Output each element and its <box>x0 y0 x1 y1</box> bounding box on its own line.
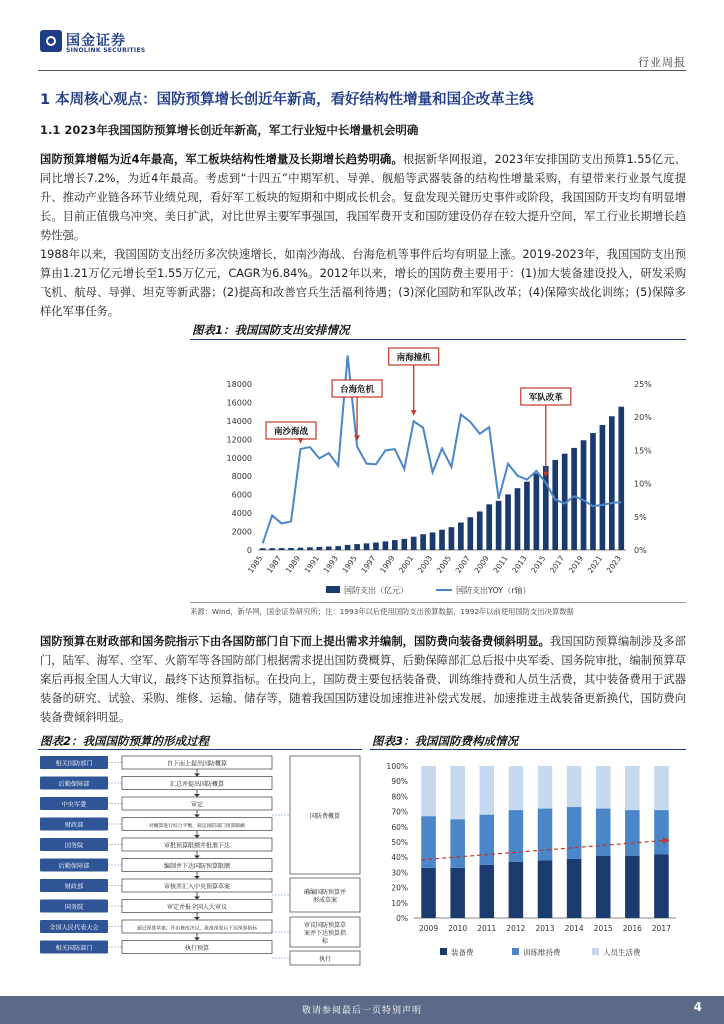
stack-人员生活费-2013 <box>538 766 553 809</box>
stack-人员生活费-2017 <box>654 766 669 810</box>
stack-装备费-2014 <box>567 859 582 918</box>
bar-1985 <box>260 548 266 550</box>
bar-2008 <box>477 511 483 550</box>
dept-label: 全国人民代表大会 <box>49 924 99 932</box>
legend-label-line: 国防支出YOY（r轴） <box>456 586 531 595</box>
dept-label: 后勤保障部 <box>58 863 90 870</box>
bar-2020 <box>590 433 596 550</box>
stack-人员生活费-2012 <box>509 766 524 810</box>
stack-装备费-2016 <box>625 856 640 918</box>
x-tick-label: 1999 <box>378 553 397 575</box>
flow-arrowhead <box>194 835 200 838</box>
y-tick-label: 50% <box>391 838 408 847</box>
right-tick-label: 20% <box>634 413 652 423</box>
bar-2003 <box>430 532 436 550</box>
bar-2019 <box>581 440 587 550</box>
x-tick-label: 1991 <box>302 553 321 575</box>
bar-2015 <box>543 466 549 550</box>
x-tick-label: 2010 <box>448 924 468 933</box>
y-tick-label: 60% <box>391 822 408 832</box>
bar-1996 <box>364 543 370 550</box>
annotation-label: 南海撞机 <box>396 353 431 363</box>
step-label: 执行预算 <box>184 944 210 952</box>
bar-2002 <box>420 534 426 550</box>
annotation-label: 军队改革 <box>528 393 563 403</box>
right-tick-label: 25% <box>634 380 652 389</box>
legend-swatch <box>440 948 447 955</box>
stack-人员生活费-2014 <box>567 766 582 807</box>
bar-2023 <box>618 407 624 550</box>
stack-训练维持费-2014 <box>567 807 582 859</box>
dept-label: 财政部 <box>64 883 84 891</box>
dept-label: 后勤保障部 <box>58 781 90 788</box>
flow-arrowhead <box>194 774 200 777</box>
dept-label: 相关国防部门 <box>55 945 93 952</box>
page-header <box>0 0 724 72</box>
phase-label: 形成草案 <box>312 897 338 904</box>
x-tick-label: 1985 <box>246 553 265 575</box>
y-tick-label: 30% <box>391 868 408 878</box>
figure-2-title: 图表2：我国国防预算的形成过程 <box>40 734 209 748</box>
stack-人员生活费-2015 <box>596 766 611 809</box>
y-tick-label: 40% <box>391 853 408 863</box>
bar-2004 <box>439 530 445 550</box>
phase-label: 确编国防预算并 <box>303 889 347 896</box>
phase-label: 审议国防预算草 <box>303 922 347 929</box>
phase-label: 案并下达预算指 <box>303 930 347 937</box>
flow-arrowhead <box>194 876 200 879</box>
x-tick-label: 2003 <box>415 553 435 575</box>
phase-label: 标 <box>321 938 329 945</box>
bar-1995 <box>354 544 360 550</box>
legend-label: 装备费 <box>451 948 474 957</box>
figure-1-source: 来源：Wind，新华网，国金证券研究所；注：1993年以后使用国防支出预算数据，1992年以前使用国防支出决算数据 <box>190 607 574 616</box>
left-tick-label: 0 <box>246 546 252 555</box>
stack-装备费-2010 <box>450 868 465 918</box>
step-label: 汇总并提出国防概算 <box>169 780 225 788</box>
bar-1994 <box>345 545 351 550</box>
stack-训练维持费-2015 <box>596 809 611 856</box>
bar-2010 <box>496 501 502 550</box>
x-tick-label: 2017 <box>651 924 671 933</box>
left-tick-label: 16000 <box>226 398 252 408</box>
flow-arrowhead <box>194 815 200 818</box>
phase-label: 国防费概算 <box>309 813 341 820</box>
x-tick-label: 2011 <box>491 553 510 575</box>
figure-1-rule <box>190 339 686 340</box>
stack-装备费-2012 <box>509 862 524 918</box>
bar-2007 <box>467 517 473 550</box>
flow-arrowhead <box>194 794 200 797</box>
left-tick-label: 12000 <box>226 435 252 445</box>
y-tick-label: 90% <box>391 777 408 787</box>
paragraph-1 <box>40 150 686 245</box>
x-tick-label: 2016 <box>622 924 642 933</box>
paragraph-1-lead: 国防预算增幅为近4年最高，军工板块结构性增量及长期增长趋势明确。 <box>40 153 403 166</box>
flow-arrowhead <box>194 856 200 859</box>
left-tick-label: 4000 <box>231 509 252 519</box>
step-label: 审核并汇入中央预算草案 <box>163 883 231 891</box>
legend-label-bar: 国防支出（亿元） <box>344 586 408 595</box>
x-tick-label: 2009 <box>472 553 491 575</box>
source-divider <box>190 602 686 603</box>
annotation-arrowhead <box>297 438 303 443</box>
dept-label: 相关国防部门 <box>55 760 93 768</box>
x-tick-label: 1989 <box>283 553 303 575</box>
stack-装备费-2017 <box>654 854 669 918</box>
stack-训练维持费-2011 <box>480 815 495 865</box>
bar-2001 <box>411 537 417 550</box>
dept-label: 财政部 <box>64 822 84 829</box>
paragraph-3-body: 我国国防预算编制涉及多部门，陆军、海军、空军、火箭军等各国防部门根据需求提出国防费概算，后勤保障部汇总后报中央军委、国务院审批，编制预算草案后再报全国人大审议，最终下达预算指标。在投向上，国防费主要包括装备费、训练维持费和人员生活费，其中装备费用于武器装备的研究、试验、采购、维修、运输、储存等，随着我国国防建设加速推进补偿式发展、加速推进主战装备更新换代，国防费向装备费倾斜明显。 <box>40 635 686 724</box>
y-tick-label: 10% <box>391 898 408 908</box>
dept-label: 中央军委 <box>61 801 87 809</box>
x-tick-label: 2005 <box>434 553 454 575</box>
figure-1-title: 图表1：我国国防支出安排情况 <box>192 323 350 337</box>
stack-人员生活费-2011 <box>480 766 495 815</box>
bar-2014 <box>534 474 540 550</box>
bar-2000 <box>401 539 407 550</box>
stack-装备费-2013 <box>538 860 553 918</box>
stack-装备费-2009 <box>421 868 436 918</box>
x-tick-label: 2007 <box>453 553 472 575</box>
bar-1992 <box>326 547 332 550</box>
step-label: 审定并报全国人大审议 <box>166 903 228 911</box>
x-tick-label: 2019 <box>566 553 586 575</box>
bar-1991 <box>317 547 323 550</box>
left-tick-label: 18000 <box>226 380 252 389</box>
stack-训练维持费-2010 <box>450 819 465 868</box>
stack-训练维持费-2017 <box>654 810 669 854</box>
x-tick-label: 2014 <box>564 924 584 933</box>
bar-1986 <box>269 548 275 550</box>
figure-3-rule <box>370 749 686 750</box>
doc-type-label: 行业周报 <box>638 56 686 69</box>
flow-arrowhead <box>194 938 200 941</box>
x-tick-label: 2015 <box>529 553 548 575</box>
left-tick-label: 10000 <box>226 453 252 463</box>
annotation-label: 南沙海战 <box>274 427 309 437</box>
stack-训练维持费-2013 <box>538 809 553 861</box>
bar-1993 <box>335 546 341 550</box>
dept-label: 国务院 <box>64 842 84 850</box>
defense-spending-composition-chart <box>370 752 686 970</box>
right-tick-label: 5% <box>634 512 647 522</box>
legend-swatch <box>512 948 519 955</box>
y-tick-label: 80% <box>391 792 408 802</box>
right-tick-label: 10% <box>634 479 652 489</box>
stack-训练维持费-2012 <box>509 810 524 862</box>
left-tick-label: 8000 <box>231 472 252 482</box>
bar-2009 <box>486 504 492 550</box>
bar-1990 <box>307 547 313 550</box>
bar-2016 <box>552 460 558 550</box>
left-tick-label: 14000 <box>226 416 252 426</box>
y-tick-label: 100% <box>386 762 408 771</box>
y-tick-label: 70% <box>391 807 408 817</box>
paragraph-2-body: 1988年以来，我国国防支出经历多次快速增长，如南沙海战、台海危机等事件后均有明显上涨。2019-2023年，我国国防支出预算由1.21万亿元增长至1.55万亿元，CAGR为6.84%。2012年以来，增长的国防费主要用于：(1)加大装备建设投入，研发采购飞机、航母、导弹、坦克等新武器；(2)提高和改善官兵生活福利待遇；(3)深化国防和军队改革；(4)保障实战化训练；(5)保障多样化军事任务。 <box>40 248 686 318</box>
stack-人员生活费-2010 <box>450 766 465 819</box>
bar-2005 <box>449 527 455 550</box>
header-divider <box>38 70 686 71</box>
sub-section-title: 1.1 2023年我国国防预算增长创近年新高，军工行业短中长增量机会明确 <box>40 123 419 137</box>
annotation-arrowhead <box>354 435 360 440</box>
x-tick-label: 2017 <box>547 553 567 575</box>
stack-人员生活费-2016 <box>625 766 640 810</box>
figure-2-rule <box>38 749 362 750</box>
bar-1997 <box>373 543 379 550</box>
paragraph-3-lead: 国防预算在财政部和国务院指示下由各国防部门自下而上提出需求并编制，国防费向装备费倾斜明显。 <box>40 635 551 648</box>
budget-process-diagram <box>38 752 362 970</box>
bar-1999 <box>392 540 398 550</box>
phase-label: 执行 <box>318 956 332 963</box>
page-number: 4 <box>693 1000 702 1014</box>
y-tick-label: 0% <box>396 914 408 923</box>
left-tick-label: 2000 <box>231 527 252 537</box>
step-label: 通过预算草案，作出修改决议，批准预算后下达预算指标 <box>137 926 257 932</box>
x-tick-label: 2013 <box>510 553 529 575</box>
x-tick-label: 2013 <box>535 924 555 933</box>
x-tick-label: 2011 <box>477 924 497 933</box>
bar-2022 <box>609 416 615 550</box>
right-tick-label: 15% <box>634 446 652 456</box>
stack-训练维持费-2016 <box>625 810 640 856</box>
logo-text-en: SINOLINK SECURITIES <box>66 47 146 54</box>
step-label: 自下而上提出国防概算 <box>166 760 228 768</box>
x-tick-label: 2023 <box>604 553 623 575</box>
annotation-label: 台海危机 <box>340 385 375 395</box>
paragraph-3 <box>40 632 686 727</box>
stack-装备费-2015 <box>596 856 611 918</box>
x-tick-label: 2021 <box>585 553 605 575</box>
bar-1998 <box>383 541 389 550</box>
stack-装备费-2011 <box>480 865 495 918</box>
bar-1989 <box>298 548 304 550</box>
y-tick-label: 20% <box>391 883 408 893</box>
step-label: 审批预算限额并批准下达 <box>163 842 231 850</box>
footer-disclaimer: 敬请参阅最后一页特别声明 <box>301 1006 422 1016</box>
x-tick-label: 2015 <box>593 924 613 933</box>
paragraph-1-body: 根据新华网报道，2023年安排国防支出预算1.55亿元、同比增长7.2%，为近4年最高。考虑到“十四五”中期军机、导弹、舰船等武器装备的结构性增量采购，有望带来行业景气度提升、推动产业链各环节业绩兑现，看好军工板块的短期和中期成长机会。复盘发现关键历史事件或阶段，我国国防开支均有明显增长。目前正值俄乌冲突、美日扩武，对比世界主要军事强国，我国军费开支和国防建设仍存在较大提升空间，军工行业长期增长趋势性强。 <box>40 153 686 242</box>
figure-3-title: 图表3：我国国防费构成情况 <box>372 734 519 748</box>
paragraph-2 <box>40 245 686 321</box>
defense-spending-chart <box>190 342 686 604</box>
x-tick-label: 2009 <box>419 924 439 933</box>
x-tick-label: 2001 <box>397 553 416 575</box>
legend-swatch-bar <box>326 586 340 593</box>
legend-swatch <box>592 948 599 955</box>
flow-arrowhead <box>194 917 200 920</box>
step-label: 对概算进行综合平衡，拟定国防部门预算限额 <box>149 823 245 829</box>
bar-1988 <box>288 548 294 550</box>
x-tick-label: 1997 <box>359 553 378 575</box>
step-label: 编制并下达国防预算限额 <box>163 862 231 870</box>
left-tick-label: 6000 <box>231 490 252 500</box>
step-label: 审定 <box>190 801 204 809</box>
x-tick-label: 2012 <box>506 924 526 933</box>
stack-人员生活费-2009 <box>421 766 436 816</box>
bar-2013 <box>524 482 530 550</box>
x-tick-label: 1987 <box>264 553 284 575</box>
x-tick-label: 1993 <box>321 553 340 575</box>
flow-arrowhead <box>194 897 200 900</box>
bar-2021 <box>600 425 606 550</box>
right-tick-label: 0% <box>634 546 647 555</box>
dept-label: 国务院 <box>64 904 84 911</box>
section-title: 1 本周核心观点：国防预算增长创近年新高，看好结构性增量和国企改革主线 <box>40 92 534 108</box>
sinolink-logo-icon <box>40 30 62 52</box>
x-tick-label: 1995 <box>340 553 359 575</box>
bar-1987 <box>279 548 285 550</box>
legend-label: 训练维持费 <box>523 948 561 957</box>
bar-2012 <box>515 488 521 550</box>
logo-text-cn: 国金证券 <box>66 33 126 49</box>
legend-label: 人员生活费 <box>603 948 641 957</box>
bar-2011 <box>505 494 511 550</box>
annotation-arrowhead <box>411 410 417 415</box>
bar-2006 <box>458 523 464 550</box>
